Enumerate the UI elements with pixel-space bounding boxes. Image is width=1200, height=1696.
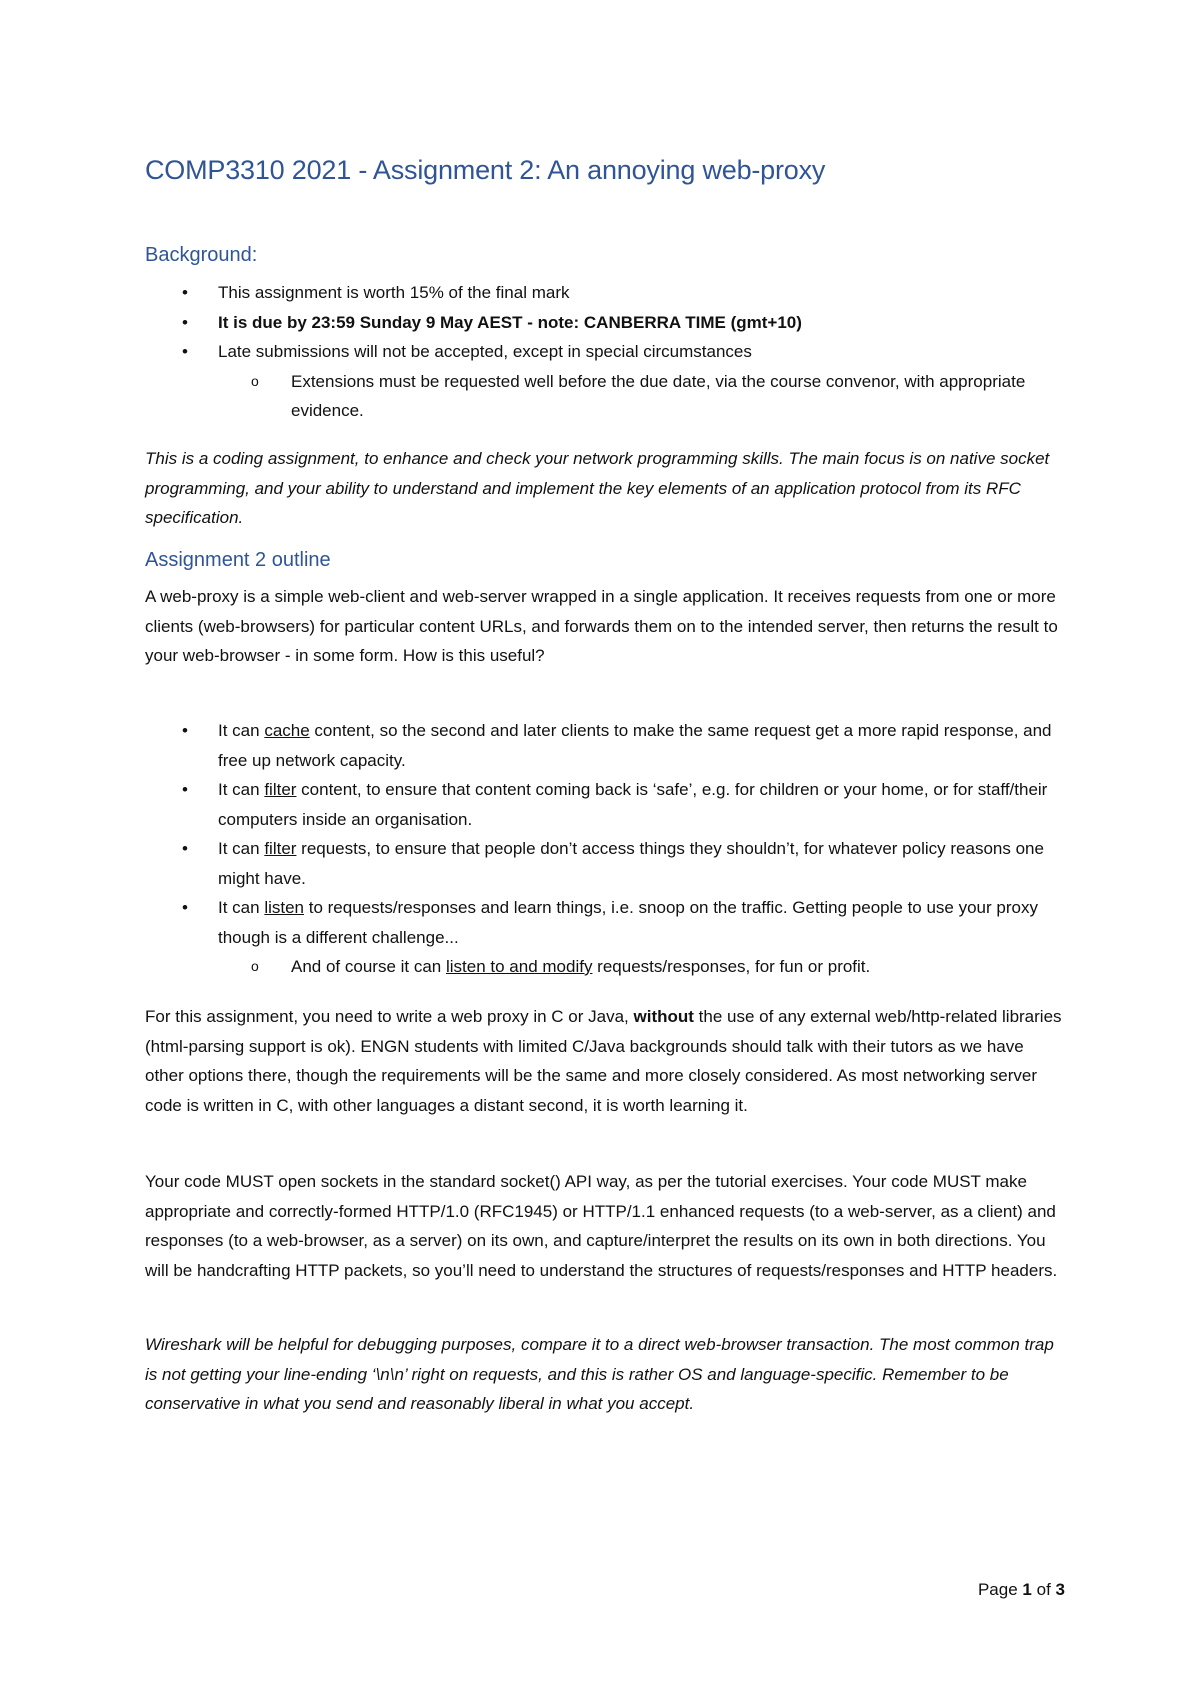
background-bullet-late: Late submissions will not be accepted, except in special circumstances <box>218 342 752 361</box>
use-text-pre: It can <box>218 898 265 917</box>
proxy-uses-sublist <box>218 952 1065 982</box>
use-text-pre: It can <box>218 780 265 799</box>
use-text-pre: It can <box>218 721 265 740</box>
background-sublist <box>218 367 1065 426</box>
list-item <box>145 834 1065 893</box>
use-text-post: content, so the second and later clients to make the same request get a more rapid response, and free up network capacity. <box>218 721 1052 770</box>
use-keyword-cache: cache <box>264 721 310 740</box>
background-heading: Background: <box>145 244 258 266</box>
use-keyword-listen: listen <box>264 898 304 917</box>
page-number <box>978 1580 1065 1600</box>
proxy-uses-list <box>145 716 1065 982</box>
sub-use-text-pre: And of course it can <box>291 957 446 976</box>
document-title: COMP3310 2021 - Assignment 2: An annoying web-proxy <box>145 155 826 185</box>
page-word: Page <box>977 1580 1018 1599</box>
assignment-text-pre: For this assignment, you need to write a web proxy in C or Java, <box>145 1007 634 1026</box>
sockets-paragraph: Your code MUST open sockets in the standard socket() API way, as per the tutorial exercises. Your code MUST make appropriate and correctly-formed HTTP/1.0 (RFC1945) or HTTP/1.1 enhanced requests (to a web-server, as a client) and responses (to a web-browser, as a server) on its own, and capture/interpret the results on its own in both directions. You will be handcrafting HTTP packets, so you’ll need to understand the structures of requests/responses and HTTP headers. <box>145 1172 1058 1280</box>
use-text-post: to requests/responses and learn things, i.e. snoop on the traffic. Getting people to use your proxy though is a different challenge... <box>218 898 1038 947</box>
list-item <box>145 775 1065 834</box>
use-keyword-filter-content: filter <box>264 780 297 799</box>
assignment-text-post: the use of any external web/http-related libraries (html-parsing support is ok). ENGN students with limited C/Java backgrounds should talk with their tutors as we have other options there, though the requirements will be the same and more closely considered. As most networking server code is written in C, with other languages a distant second, it is worth learning it. <box>145 1007 1062 1115</box>
list-item <box>145 716 1065 775</box>
wireshark-paragraph: Wireshark will be helpful for debugging purposes, compare it to a direct web-browser transaction. The most common trap is not getting your line-ending ‘\n\n’ right on requests, and this is rather OS and language-specific. Remember to be conservative in what you send and reasonably liberal in what you accept. <box>145 1335 1054 1413</box>
outline-heading: Assignment 2 outline <box>145 549 331 571</box>
intro-paragraph: This is a coding assignment, to enhance and check your network programming skills. The main focus is on native socket programming, and your ability to understand and implement the key elements of an application protocol from its RFC specification. <box>145 449 1050 527</box>
background-bullet-worth: This assignment is worth 15% of the final mark <box>218 283 570 302</box>
list-item <box>218 367 1065 426</box>
of-word: of <box>1036 1580 1051 1599</box>
sub-use-text-post: requests/responses, for fun or profit. <box>592 957 871 976</box>
background-bullet-due: It is due by 23:59 Sunday 9 May AEST - note: CANBERRA TIME (gmt+10) <box>218 312 802 332</box>
use-keyword-listen-modify: listen to and modify <box>445 957 593 976</box>
use-text-post: content, to ensure that content coming back is ‘safe’, e.g. for children or your home, or for staff/their computers inside an organisation. <box>218 780 1048 829</box>
outline-paragraph: A web-proxy is a simple web-client and web-server wrapped in a single application. It receives requests from one or more clients (web-browsers) for particular content URLs, and forwards them on to the intended server, then returns the result to your web-browser - in some form. How is this useful? <box>145 587 1058 665</box>
list-item <box>145 278 1065 308</box>
use-keyword-filter-requests: filter <box>264 839 297 858</box>
page-current: 1 <box>1022 1580 1032 1599</box>
list-item <box>145 308 1065 338</box>
page-total: 3 <box>1055 1580 1065 1599</box>
list-item <box>218 952 1065 982</box>
list-item <box>145 337 1065 426</box>
use-text-pre: It can <box>218 839 265 858</box>
assignment-text-bold: without <box>633 1007 694 1026</box>
background-list <box>145 278 1065 426</box>
assignment-paragraph <box>145 1002 1065 1120</box>
use-text-post: requests, to ensure that people don’t access things they shouldn’t, for whatever policy reasons one might have. <box>218 839 1044 888</box>
list-item <box>145 893 1065 982</box>
document-page <box>145 0 1065 1696</box>
background-sub-bullet-extensions: Extensions must be requested well before the due date, via the course convenor, with appropriate evidence. <box>291 371 1026 420</box>
